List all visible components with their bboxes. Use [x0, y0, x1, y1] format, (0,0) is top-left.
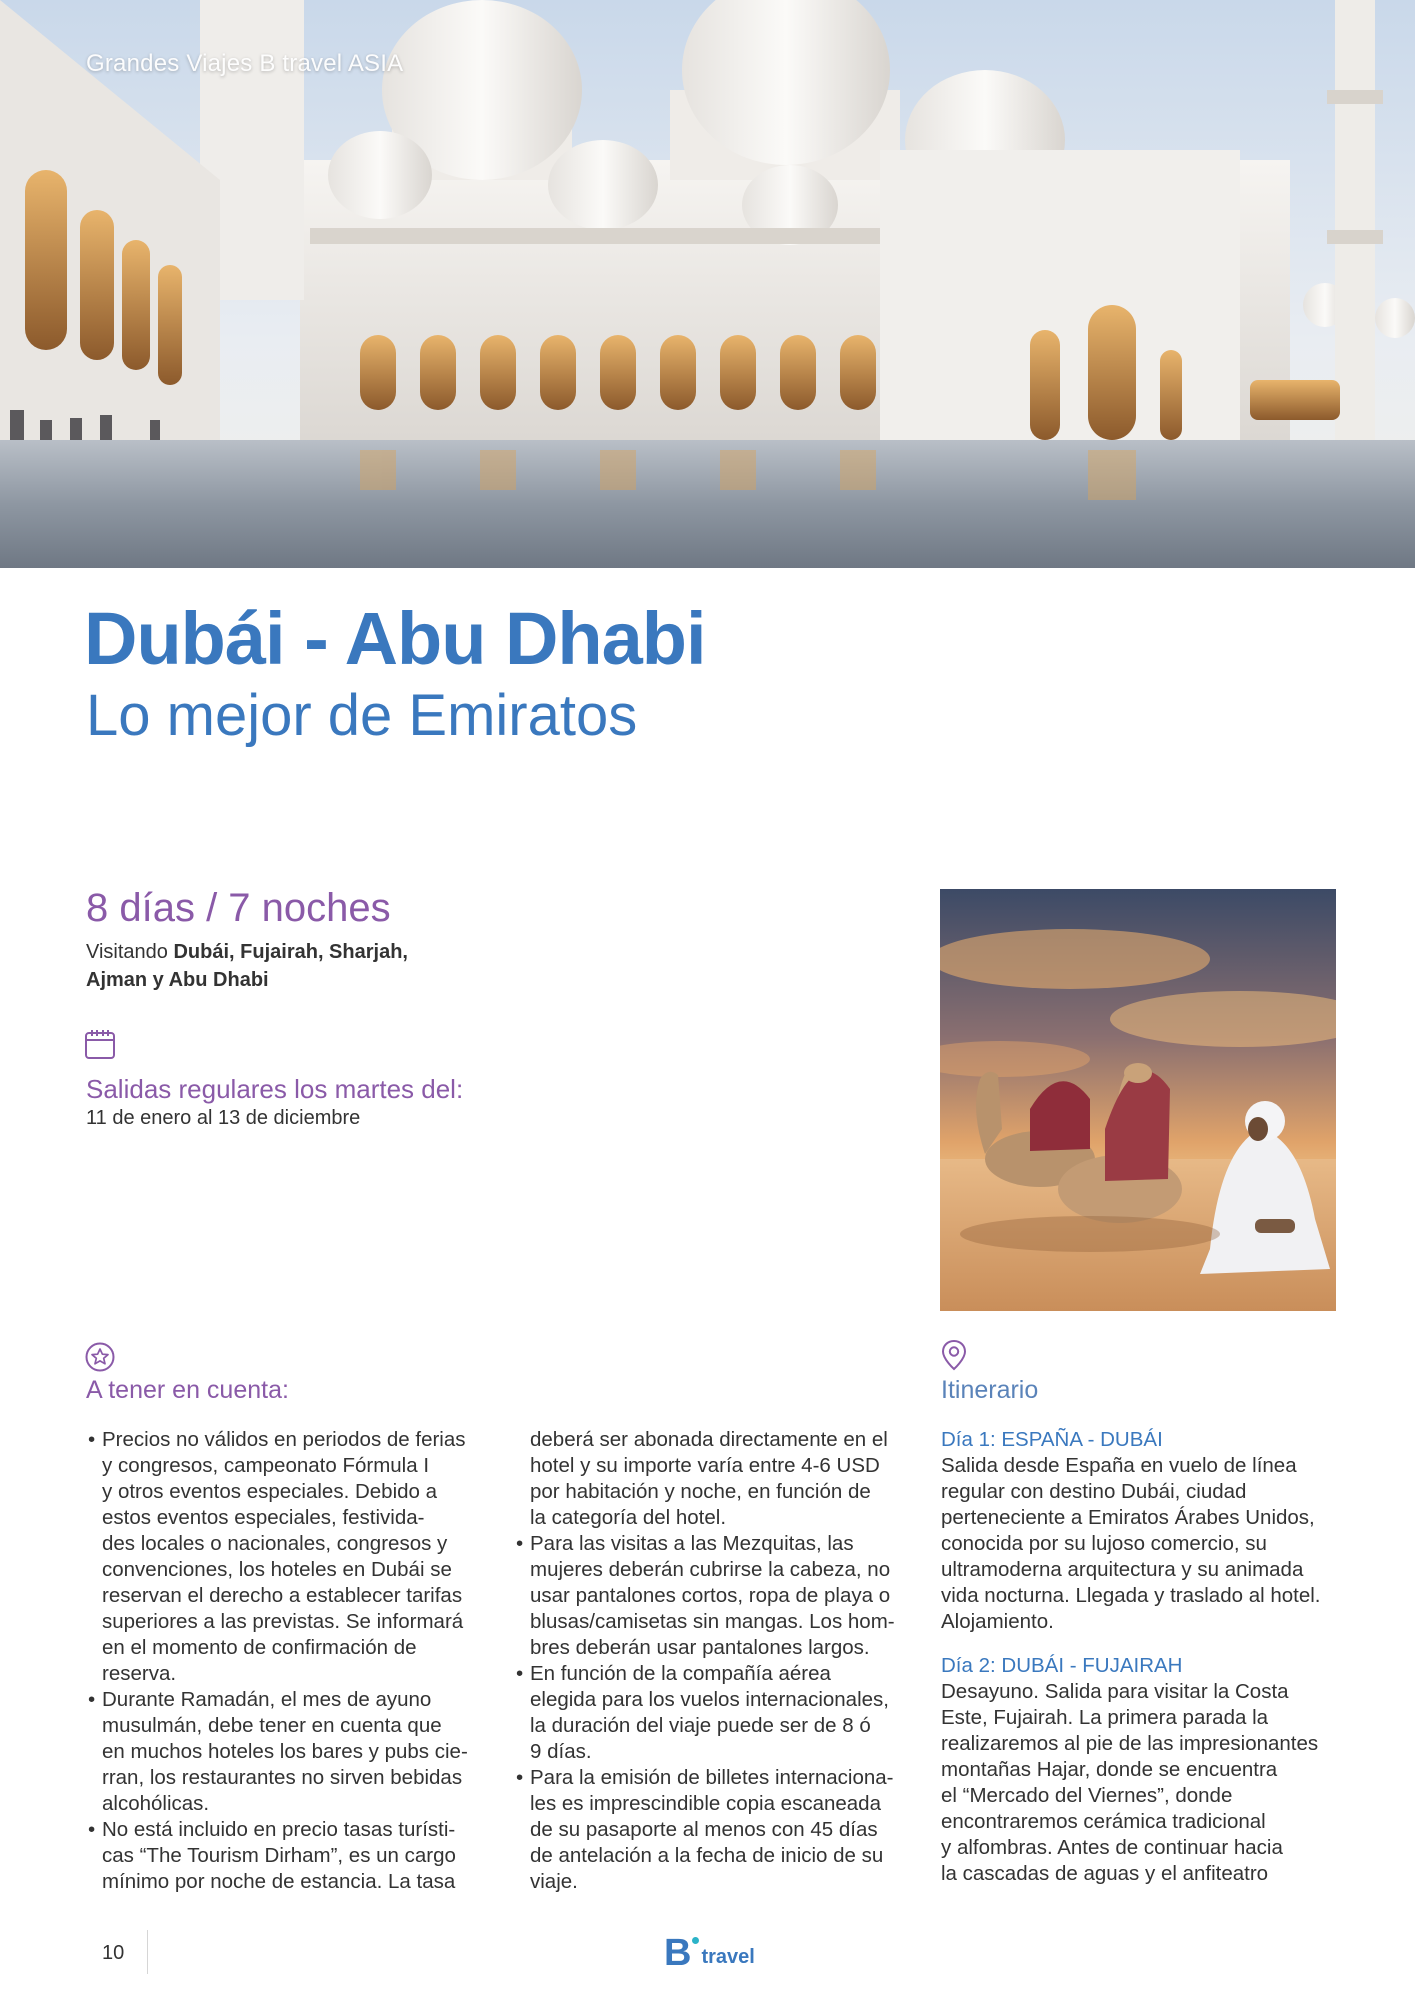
itinerary-day-text: el “Mercado del Viernes”, donde [941, 1784, 1233, 1807]
location-pin-icon [940, 1339, 968, 1371]
notes-line: 9 días. [530, 1740, 592, 1763]
visiting-text [86, 938, 506, 994]
notes-line: usar pantalones cortos, ropa de playa o [530, 1584, 891, 1607]
notes-line: y otros eventos especiales. Debido a [102, 1480, 438, 1503]
itinerary-title: Itinerario [941, 1376, 1039, 1404]
notes-line: • Para las visitas a las Mezquitas, las [514, 1531, 914, 1557]
star-badge-icon [84, 1341, 116, 1373]
itinerary-day-text: Este, Fujairah. La primera parada la [941, 1706, 1269, 1729]
itinerary-day-text: Salida desde España en vuelo de línea [941, 1454, 1297, 1477]
page-subtitle: Lo mejor de Emiratos [86, 683, 638, 748]
itinerary-day-text: regular con destino Dubái, ciudad [941, 1480, 1247, 1503]
notes-line: en el momento de confirmación de [102, 1636, 417, 1659]
day-spacer [941, 1635, 1341, 1653]
btravel-logo [664, 1932, 755, 1972]
notes-line: rran, los restaurantes no sirven bebidas [102, 1766, 463, 1789]
notes-line: por habitación y noche, en función de [530, 1480, 871, 1503]
notes-line: superiores a las previstas. Se informará [102, 1610, 464, 1633]
departures-dates: 11 de enero al 13 de diciembre [86, 1107, 361, 1129]
departures-title: Salidas regulares los martes del: [86, 1074, 464, 1104]
notes-line: viaje. [530, 1870, 578, 1893]
notes-line: • Precios no válidos en periodos de ferias [86, 1427, 486, 1453]
itinerary-day-text: realizaremos al pie de las impresionantes [941, 1732, 1319, 1755]
visiting-places-line1: Dubái, Fujairah, Sharjah, [173, 941, 408, 963]
notes-line: blusas/camisetas sin mangas. Los hom- [530, 1610, 895, 1633]
itinerary-day-text: encontraremos cerámica tradicional [941, 1810, 1266, 1833]
camels-desert-photo [940, 889, 1336, 1311]
notes-line: bres deberán usar pantalones largos. [530, 1636, 870, 1659]
notes-column-1 [86, 1427, 486, 1895]
notes-line: musulmán, debe tener en cuenta que [102, 1714, 442, 1737]
notes-line: hotel y su importe varía entre 4-6 USD [530, 1454, 880, 1477]
notes-line: de su pasaporte al menos con 45 días [530, 1818, 878, 1841]
logo-text: travel [701, 1946, 755, 1968]
notes-line: elegida para los vuelos internacionales, [530, 1688, 889, 1711]
notes-line: • Durante Ramadán, el mes de ayuno [86, 1687, 486, 1713]
page-number: 10 [102, 1942, 125, 1964]
notes-line: estos eventos especiales, festivida- [102, 1506, 425, 1529]
itinerary-day-text: conocida por su lujoso comercio, su [941, 1532, 1267, 1555]
notes-line: des locales o nacionales, congresos y [102, 1532, 448, 1555]
notes-title: A tener en cuenta: [86, 1376, 289, 1404]
visiting-places-line2: Ajman y Abu Dhabi [86, 969, 269, 991]
itinerary-day-text: Desayuno. Salida para visitar la Costa [941, 1680, 1289, 1703]
notes-line: • No está incluido en precio tasas turísti- [86, 1817, 486, 1843]
notes-line: • Para la emisión de billetes internaciona- [514, 1765, 914, 1791]
camels-illustration [940, 889, 1336, 1311]
logo-dot [692, 1937, 699, 1944]
notes-line: • En función de la compañía aérea [514, 1661, 914, 1687]
notes-line: mínimo por noche de estancia. La tasa [102, 1870, 456, 1893]
notes-line: mujeres deberán cubrirse la cabeza, no [530, 1558, 891, 1581]
notes-line: la categoría del hotel. [530, 1506, 727, 1529]
notes-line: reserva. [102, 1662, 177, 1685]
trip-duration: 8 días / 7 noches [86, 886, 391, 930]
notes-line: la duración del viaje puede ser de 8 ó [530, 1714, 871, 1737]
itinerary-day-text: y alfombras. Antes de continuar hacia [941, 1836, 1283, 1859]
itinerary-day-text: la cascadas de aguas y el anfiteatro [941, 1862, 1269, 1885]
itinerary-day-text: Alojamiento. [941, 1610, 1054, 1633]
itinerary-day-title: Día 1: ESPAÑA - DUBÁI [941, 1428, 1163, 1451]
itinerary-column [941, 1427, 1341, 1887]
notes-line: reservan el derecho a establecer tarifas [102, 1584, 463, 1607]
hero-photo-mosque [0, 0, 1415, 568]
notes-line: cas “The Tourism Dirham”, es un cargo [102, 1844, 456, 1867]
notes-line: deberá ser abonada directamente en el [530, 1428, 888, 1451]
itinerary-day-text: vida nocturna. Llegada y traslado al hotel. [941, 1584, 1321, 1607]
itinerary-day-text: ultramoderna arquitectura y su animada [941, 1558, 1304, 1581]
calendar-icon [84, 1028, 116, 1060]
notes-line: les es imprescindible copia escaneada [530, 1792, 881, 1815]
hero-caption: Grandes Viajes B travel ASIA [86, 50, 404, 77]
logo-letter: B [664, 1932, 692, 1974]
notes-line: convenciones, los hoteles en Dubái se [102, 1558, 452, 1581]
hero-illustration [0, 0, 1415, 568]
itinerary-day-title: Día 2: DUBÁI - FUJAIRAH [941, 1654, 1183, 1677]
notes-line: y congresos, campeonato Fórmula I [102, 1454, 430, 1477]
page-title: Dubái - Abu Dhabi [84, 597, 706, 680]
footer-divider [147, 1930, 148, 1974]
itinerary-day-text: montañas Hajar, donde se encuentra [941, 1758, 1278, 1781]
notes-line: en muchos hoteles los bares y pubs cie- [102, 1740, 468, 1763]
notes-column-2 [514, 1427, 914, 1895]
notes-line: alcohólicas. [102, 1792, 210, 1815]
itinerary-day-text: perteneciente a Emiratos Árabes Unidos, [941, 1506, 1315, 1529]
visiting-prefix: Visitando [86, 941, 174, 963]
notes-line: de antelación a la fecha de inicio de su [530, 1844, 884, 1867]
